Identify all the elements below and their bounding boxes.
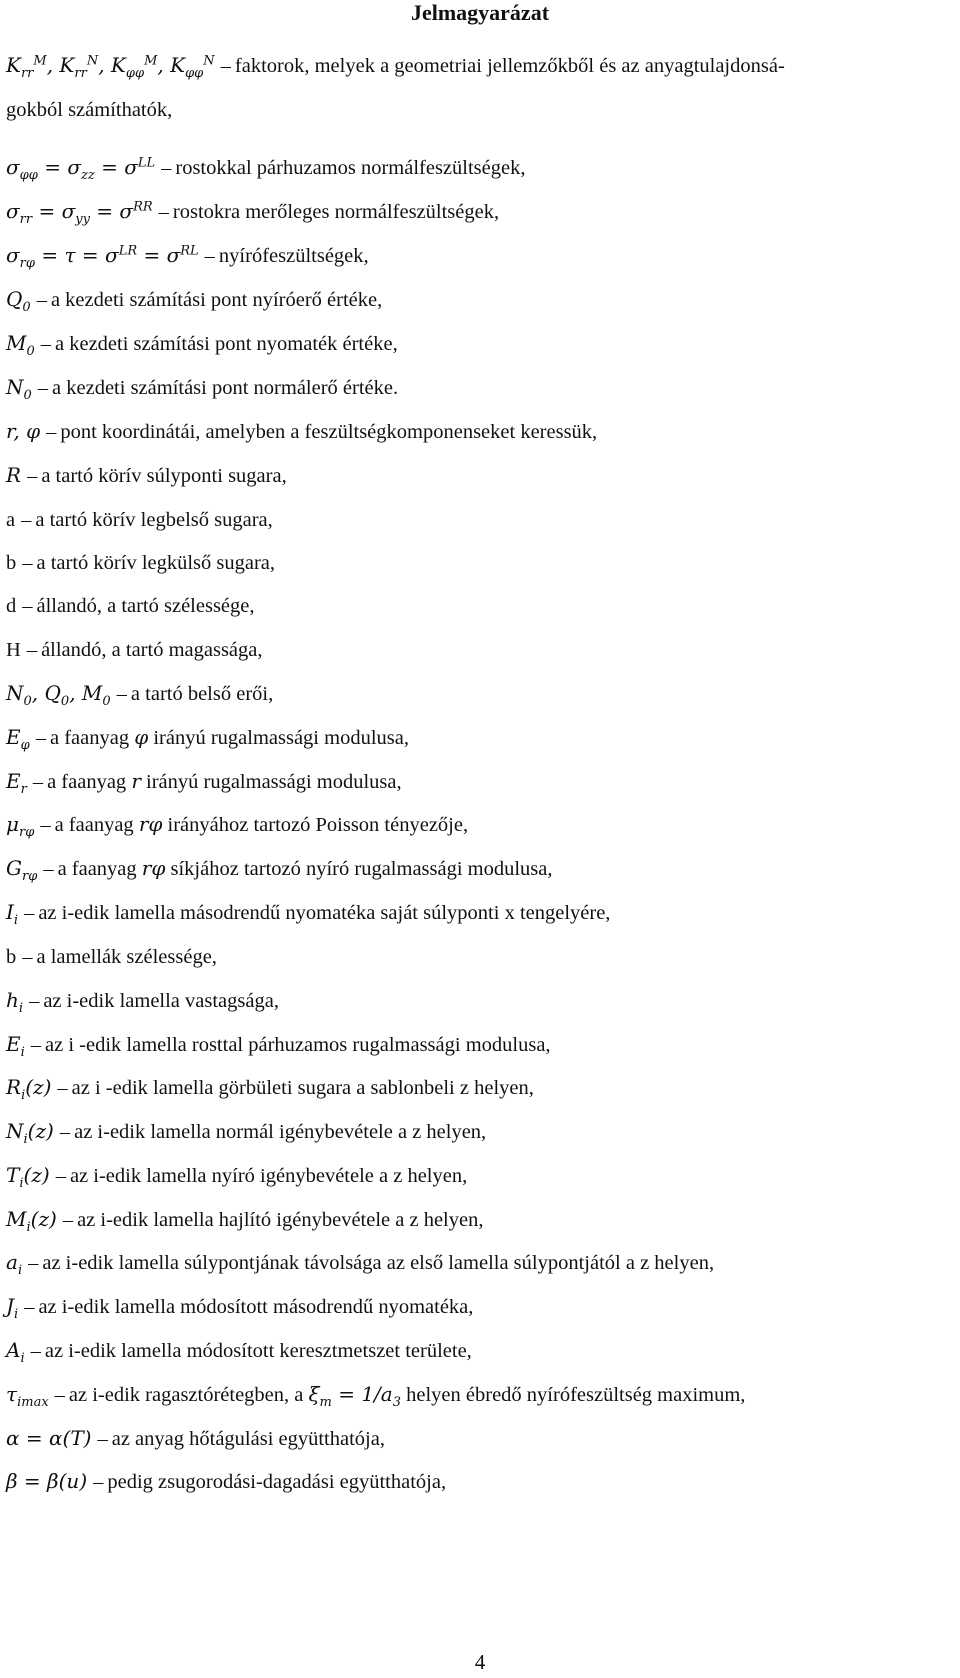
legend-description: az i-edik lamella módosított másodrendű nyomatéka, [38,1296,474,1318]
legend-description: a tartó belső erői, [130,683,274,705]
legend-dash: – [62,1209,74,1231]
legend-description: nyírófeszültségek, [218,245,369,267]
legend-description: a lamellák szélessége, [36,946,217,968]
legend-description: az i-edik lamella hajlító igénybevétele a z helyen, [77,1209,484,1231]
legend-symbol: $M_0$ [6,331,35,359]
legend-entry [6,154,954,181]
legend-dash: – [116,683,127,705]
legend-symbol: $\sigma_{\varphi\varphi} = \sigma_{zz} = \sigma^{LL}$ [6,155,156,183]
legend-heading: Jelmagyarázat [410,0,550,25]
legend-description: az i-edik lamella normál igénybevétele a z helyen, [74,1121,487,1143]
legend-symbol: $\sigma_{r\varphi} = \tau = \sigma^{LR} = \sigma^{RL}$ [6,243,199,271]
legend-dash: – [158,201,169,223]
legend-entry [6,1031,954,1058]
legend-entry [6,374,954,401]
legend-entry [6,1162,954,1189]
legend-symbol: $G_{r\varphi}$ [6,856,38,884]
legend-symbol: b [6,552,17,574]
legend-symbol: $M_i(z)$ [6,1207,57,1235]
legend-entry [6,549,954,576]
legend-entry [6,724,954,751]
legend-description: faktorok, melyek a geometriai jellemzőkből és az anyagtulajdonsá- [234,55,785,77]
legend-entry [6,1468,954,1495]
legend-dash: – [204,245,215,267]
legend-entry [6,855,954,882]
legend-description: az i-edik ragasztórétegben, a $\xi_m = 1/a_3$ helyen ébredő nyírófeszültség maximum, [68,1382,746,1410]
legend-description: az anyag hőtágulási együtthatója, [111,1428,385,1450]
legend-symbol: r, φ [6,419,41,443]
legend-entry [6,1425,954,1452]
legend-symbol: $N_i(z)$ [6,1119,54,1147]
legend-entry [6,592,954,619]
legend-entry [6,1249,954,1276]
legend-description: pont koordinátái, amelyben a feszültségkomponenseket keressük, [60,421,598,443]
legend-dash: – [27,465,38,487]
legend-symbol: $T_i(z)$ [6,1163,50,1191]
legend-symbol: $N_0$ [6,375,32,403]
legend-dash: – [37,377,49,399]
legend-symbol: $a_i$ [6,1250,23,1278]
legend-entry [6,1293,954,1320]
legend-description: az i-edik lamella másodrendű nyomatéka saját súlyponti x tengelyére, [38,902,611,924]
legend-entry [6,1118,954,1145]
legend-dash: – [36,289,47,311]
legend-dash: – [28,1252,39,1274]
legend-description: pedig zsugorodási-dagadási együtthatója, [107,1471,447,1493]
legend-entry [6,811,954,838]
legend-entry [6,286,954,313]
legend-entry [6,680,954,707]
legend-dash: – [24,1296,35,1318]
legend-dash: – [30,1034,42,1056]
legend-dash: – [59,1121,71,1143]
legend-dash: – [54,1384,65,1406]
legend-dash: – [40,333,52,355]
legend-description: az i -edik lamella rosttal párhuzamos rugalmassági modulusa, [45,1034,551,1056]
legend-dash: – [57,1077,68,1099]
legend-entry [6,418,954,445]
legend-description: az i-edik lamella súlypontjának távolsága az első lamella súlypontjától a z helyen, [42,1252,715,1274]
legend-dash: – [93,1471,104,1493]
legend-dash: – [55,1165,66,1187]
legend-description: az i-edik lamella módosított keresztmetszet területe, [44,1340,472,1362]
legend-entry [6,52,954,123]
legend-description: a faanyag rφ irányához tartozó Poisson tényezője, [54,812,469,836]
legend-entry [6,987,954,1014]
legend-symbol: $\sigma_{rr} = \sigma_{yy} = \sigma^{RR}$ [6,199,153,227]
legend-dash: – [29,990,40,1012]
legend-symbol: $h_i$ [6,988,24,1016]
legend-description: a kezdeti számítási pont nyíróerő értéke, [50,289,383,311]
legend-description: a tartó körív súlyponti sugara, [41,465,287,487]
legend-symbol: $E_i$ [6,1032,25,1060]
legend-entry [6,198,954,225]
legend-symbol: b [6,946,17,968]
legend-entry [6,330,954,357]
legend-entry [6,506,954,533]
legend-symbol: $K_{rr}^M$, $K_{rr}^N$, $K_{\varphi\varphi}^M$, $K_{\varphi\varphi}^N$ [6,53,215,81]
legend-description-continued: gokból számíthatók, [6,99,173,121]
legend-description: a kezdeti számítási pont normálerő értéke. [52,377,399,399]
legend-dash: – [24,902,35,924]
legend-symbol: $N_0$, $Q_0$, $M_0$ [6,681,111,709]
legend-entry [6,1381,954,1408]
legend-symbol: $A_i$ [6,1338,25,1366]
legend-description: rostokra merőleges normálfeszültségek, [172,201,500,223]
legend-description: az i-edik lamella nyíró igénybevétele a z helyen, [69,1165,468,1187]
legend-symbol: H [6,639,21,661]
legend-dash: – [21,509,32,531]
legend-description: a faanyag φ irányú rugalmassági modulusa, [49,725,409,749]
legend-dash: – [43,858,54,880]
legend-symbol: α = α(T) [6,1426,92,1450]
legend-entry [6,899,954,926]
legend-symbol: $Q_0$ [6,287,31,315]
legend-description: rostokkal párhuzamos normálfeszültségek, [175,157,526,179]
legend-entry [6,1206,954,1233]
legend-description: a faanyag rφ síkjához tartozó nyíró rugalmassági modulusa, [57,856,553,880]
legend-entry [6,1074,954,1101]
legend-description: a tartó körív legkülső sugara, [36,552,276,574]
legend-dash: – [22,595,33,617]
legend-entry [6,768,954,795]
legend-description: a faanyag r irányú rugalmassági modulusa, [47,769,402,793]
legend-symbol: β = β(u) [6,1469,88,1493]
legend-symbol: $E_r$ [6,769,27,797]
legend-entry [6,462,954,489]
legend-description: állandó, a tartó magassága, [41,639,263,661]
legend-dash: – [35,727,46,749]
legend-description: a tartó körív legbelső sugara, [35,509,273,531]
legend-dash: – [32,771,44,793]
legend-symbol: $\tau_{imax}$ [6,1382,49,1410]
legend-symbol: $E_\varphi$ [6,725,30,753]
legend-symbol: d [6,595,17,617]
legend-description: az i-edik lamella vastagsága, [43,990,279,1012]
legend-dash: – [22,946,33,968]
legend-dash: – [30,1340,41,1362]
legend-symbol: $\mu_{r\varphi}$ [6,812,35,840]
legend-description: a kezdeti számítási pont nyomaték értéke, [55,333,398,355]
legend-symbol: $I_i$ [6,900,19,928]
legend-description: az i -edik lamella görbületi sugara a sablonbeli z helyen, [71,1077,534,1099]
legend-dash: – [46,421,57,443]
legend-symbol: R [6,463,22,487]
legend-dash: – [40,814,51,836]
legend-entry [6,943,954,970]
legend-dash: – [22,552,33,574]
legend-symbol: $R_i(z)$ [6,1075,52,1103]
legend-dash: – [161,157,172,179]
legend-entry [6,242,954,269]
legend-dash: – [220,55,231,77]
legend-symbol: a [6,509,16,531]
page-number: 4 [474,1650,486,1674]
legend-symbol: $J_i$ [6,1294,19,1322]
legend-dash: – [97,1428,108,1450]
legend-entry [6,1337,954,1364]
legend-dash: – [26,639,38,661]
legend-description: állandó, a tartó szélessége, [36,595,255,617]
legend-entry [6,636,954,663]
